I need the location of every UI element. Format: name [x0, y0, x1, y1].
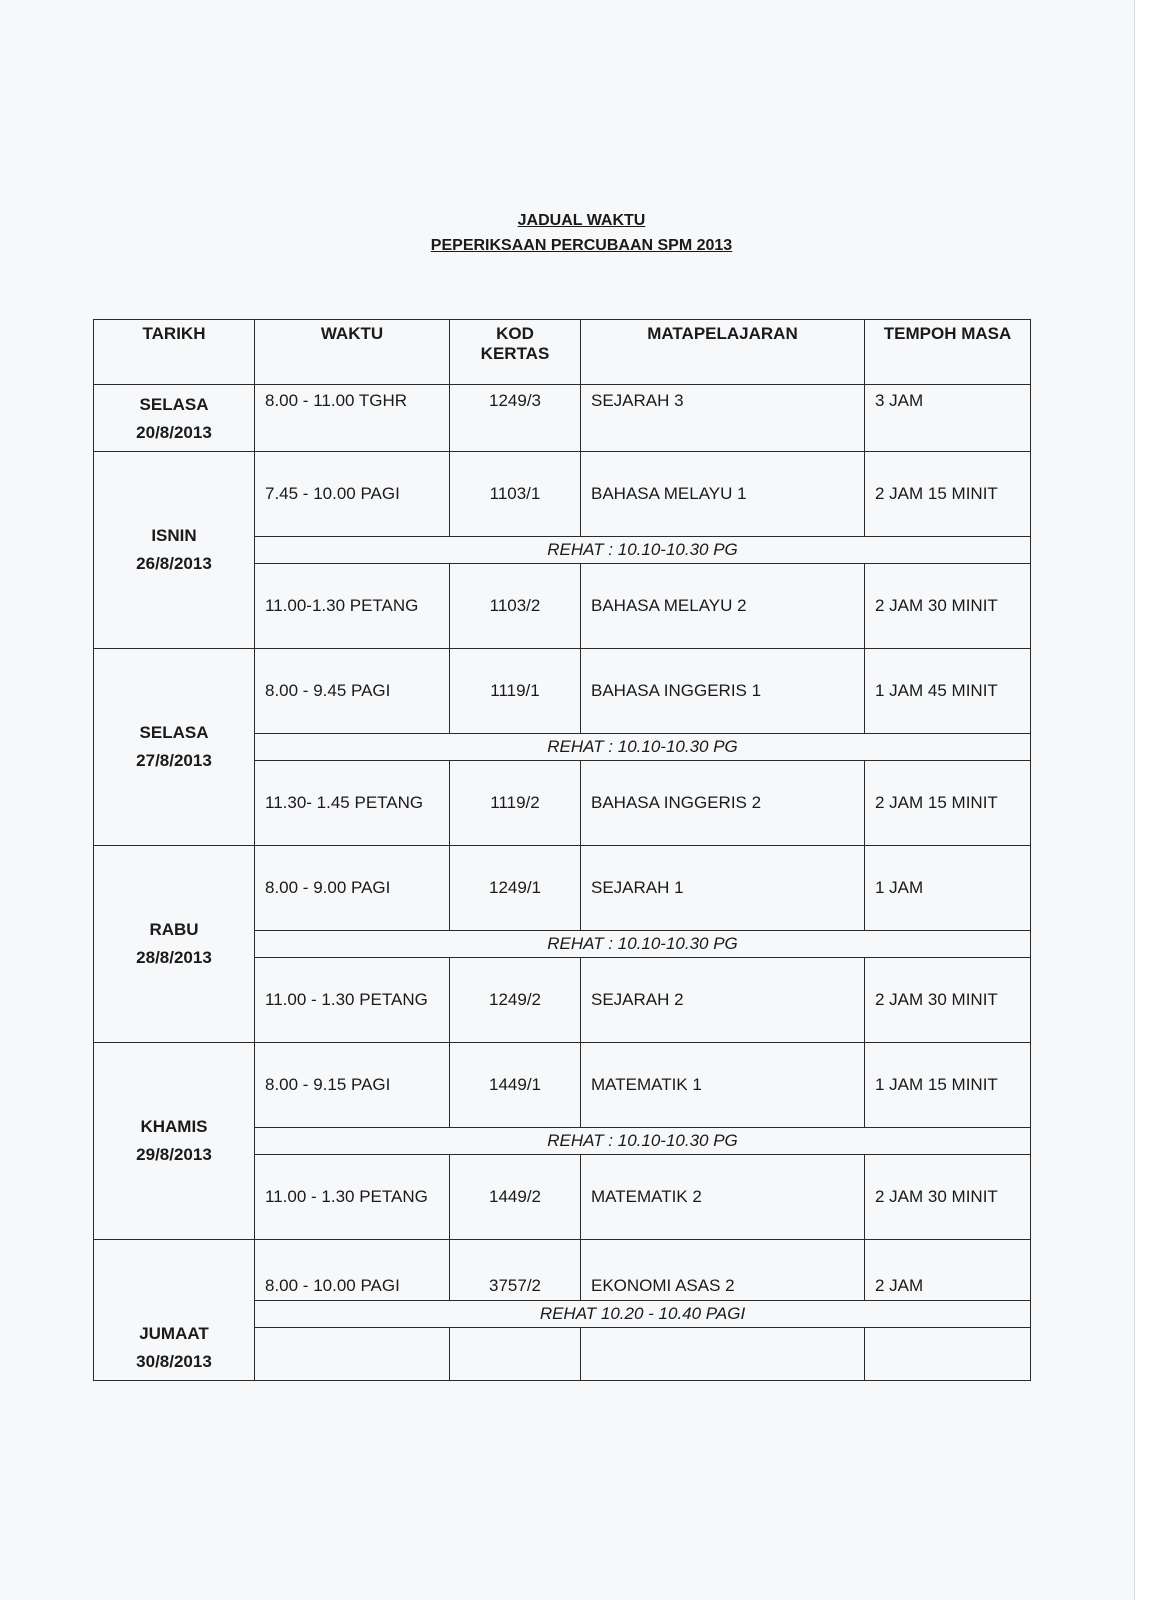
- day-name: ISNIN: [151, 526, 197, 545]
- duration-cell: 2 JAM 15 MINIT: [865, 452, 1031, 537]
- rest-cell: REHAT : 10.10-10.30 PG: [255, 734, 1031, 761]
- duration-cell: 3 JAM: [865, 385, 1031, 452]
- duration-cell: 2 JAM: [865, 1240, 1031, 1301]
- time-cell: 8.00 - 11.00 TGHR: [255, 385, 450, 452]
- header-duration: TEMPOH MASA: [865, 320, 1031, 385]
- subject-cell: SEJARAH 3: [581, 385, 865, 452]
- title-line-1: JADUAL WAKTU: [517, 212, 646, 229]
- duration-cell: 2 JAM 30 MINIT: [865, 564, 1031, 649]
- code-cell: 1119/2: [450, 761, 581, 846]
- table-row: [94, 385, 1031, 452]
- time-cell: 8.00 - 10.00 PAGI: [255, 1240, 450, 1301]
- rest-cell: REHAT 10.20 - 10.40 PAGI: [255, 1301, 1031, 1328]
- subject-cell: MATEMATIK 1: [581, 1043, 865, 1128]
- duration-cell: 2 JAM 30 MINIT: [865, 1155, 1031, 1240]
- code-cell: 1249/1: [450, 846, 581, 931]
- rest-cell: REHAT : 10.10-10.30 PG: [255, 931, 1031, 958]
- time-cell: 7.45 - 10.00 PAGI: [255, 452, 450, 537]
- time-cell: 8.00 - 9.15 PAGI: [255, 1043, 450, 1128]
- subject-cell: BAHASA MELAYU 2: [581, 564, 865, 649]
- table-row: [94, 846, 1031, 931]
- subject-cell: BAHASA INGGERIS 1: [581, 649, 865, 734]
- day-date: 20/8/2013: [136, 423, 212, 442]
- subject-cell: BAHASA MELAYU 1: [581, 452, 865, 537]
- header-row: [94, 320, 1031, 385]
- code-cell: 1119/1: [450, 649, 581, 734]
- code-cell: 3757/2: [450, 1240, 581, 1301]
- time-cell: 8.00 - 9.00 PAGI: [255, 846, 450, 931]
- rest-cell: REHAT : 10.10-10.30 PG: [255, 1128, 1031, 1155]
- code-cell: 1103/1: [450, 452, 581, 537]
- day-date: 30/8/2013: [136, 1352, 212, 1371]
- duration-cell: 2 JAM 30 MINIT: [865, 958, 1031, 1043]
- duration-cell: 2 JAM 15 MINIT: [865, 761, 1031, 846]
- empty-cell: [865, 1328, 1031, 1381]
- day-name: SELASA: [139, 723, 209, 742]
- time-cell: 11.30- 1.45 PETANG: [255, 761, 450, 846]
- header-subject: MATAPELAJARAN: [581, 320, 865, 385]
- table-row: [94, 1240, 1031, 1301]
- day-cell: [94, 1240, 255, 1381]
- day-cell: [94, 649, 255, 846]
- code-cell: 1449/2: [450, 1155, 581, 1240]
- time-cell: 8.00 - 9.45 PAGI: [255, 649, 450, 734]
- day-cell: [94, 452, 255, 649]
- empty-cell: [450, 1328, 581, 1381]
- header-date: TARIKH: [94, 320, 255, 385]
- subject-cell: EKONOMI ASAS 2: [581, 1240, 865, 1301]
- code-cell: 1103/2: [450, 564, 581, 649]
- day-date: 29/8/2013: [136, 1145, 212, 1164]
- day-date: 26/8/2013: [136, 554, 212, 573]
- day-date: 27/8/2013: [136, 751, 212, 770]
- empty-cell: [581, 1328, 865, 1381]
- document-title: [0, 208, 1163, 258]
- day-cell: [94, 846, 255, 1043]
- time-cell: 11.00 - 1.30 PETANG: [255, 958, 450, 1043]
- header-time: WAKTU: [255, 320, 450, 385]
- title-line-2: PEPERIKSAAN PERCUBAAN SPM 2013: [430, 237, 733, 254]
- subject-cell: SEJARAH 2: [581, 958, 865, 1043]
- day-name: KHAMIS: [140, 1117, 208, 1136]
- table-row: [94, 452, 1031, 537]
- time-cell: 11.00 - 1.30 PETANG: [255, 1155, 450, 1240]
- duration-cell: 1 JAM 45 MINIT: [865, 649, 1031, 734]
- empty-cell: [255, 1328, 450, 1381]
- subject-cell: MATEMATIK 2: [581, 1155, 865, 1240]
- rest-cell: REHAT : 10.10-10.30 PG: [255, 537, 1031, 564]
- day-name: SELASA: [139, 395, 209, 414]
- code-cell: 1249/3: [450, 385, 581, 452]
- exam-timetable: [93, 319, 1031, 1381]
- table-row: [94, 649, 1031, 734]
- day-date: 28/8/2013: [136, 948, 212, 967]
- time-cell: 11.00-1.30 PETANG: [255, 564, 450, 649]
- subject-cell: SEJARAH 1: [581, 846, 865, 931]
- day-cell: [94, 1043, 255, 1240]
- duration-cell: 1 JAM: [865, 846, 1031, 931]
- code-cell: 1249/2: [450, 958, 581, 1043]
- subject-cell: BAHASA INGGERIS 2: [581, 761, 865, 846]
- code-cell: 1449/1: [450, 1043, 581, 1128]
- table-row: [94, 1043, 1031, 1128]
- header-code: KOD KERTAS: [450, 320, 581, 385]
- day-cell: [94, 385, 255, 452]
- duration-cell: 1 JAM 15 MINIT: [865, 1043, 1031, 1128]
- day-name: JUMAAT: [139, 1324, 209, 1343]
- day-name: RABU: [149, 920, 199, 939]
